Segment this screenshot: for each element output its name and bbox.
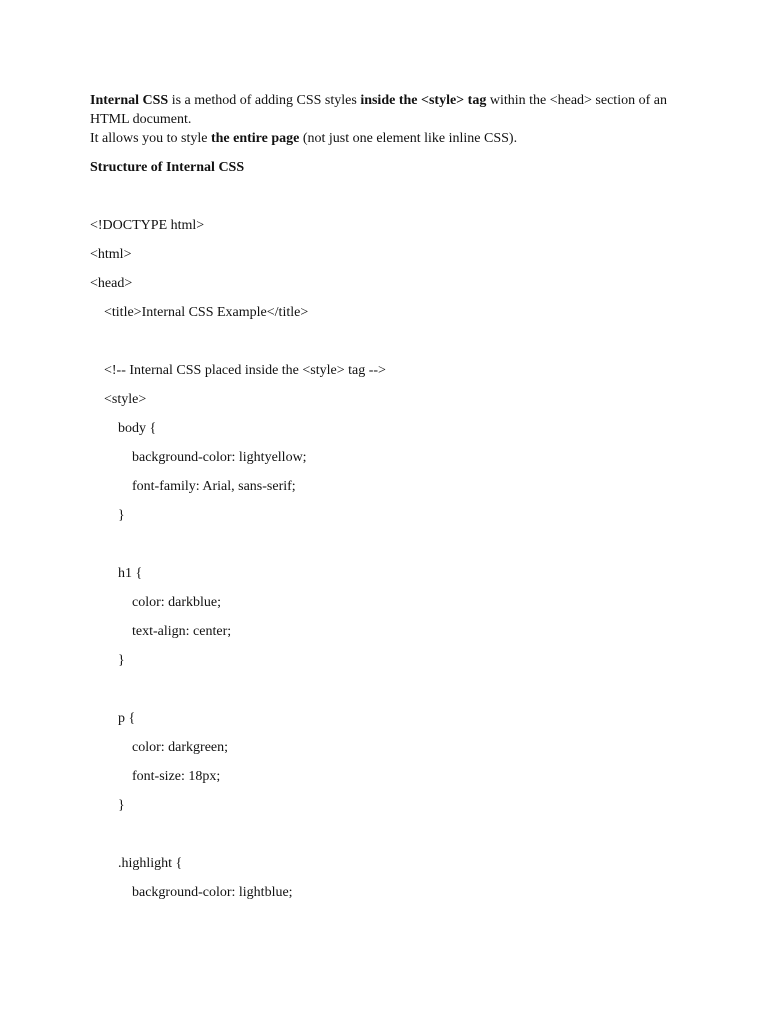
intro-text: (not just one element like inline CSS). bbox=[299, 131, 518, 146]
code-line: text-align: center; bbox=[132, 624, 232, 639]
intro-paragraph bbox=[90, 91, 690, 148]
code-line: } bbox=[118, 653, 125, 668]
code-line: p { bbox=[118, 711, 136, 726]
code-line: h1 { bbox=[118, 566, 143, 581]
intro-line-1 bbox=[90, 91, 690, 110]
code-line: color: darkgreen; bbox=[132, 740, 229, 755]
section-heading: Structure of Internal CSS bbox=[90, 160, 245, 175]
code-line: } bbox=[118, 508, 125, 523]
code-line: <title>Internal CSS Example</title> bbox=[104, 305, 309, 320]
code-line: <!DOCTYPE html> bbox=[90, 218, 205, 233]
code-line: body { bbox=[118, 421, 157, 436]
code-line: color: darkblue; bbox=[132, 595, 222, 610]
code-line: <head> bbox=[90, 276, 133, 291]
code-line: .highlight { bbox=[118, 856, 183, 871]
intro-text: is a method of adding CSS styles bbox=[168, 93, 361, 108]
intro-emphasis: inside the <style> tag bbox=[360, 93, 487, 108]
code-line: background-color: lightyellow; bbox=[132, 450, 307, 465]
intro-line-3 bbox=[90, 129, 690, 148]
intro-text: within the <head> section of an bbox=[486, 93, 667, 108]
code-line: } bbox=[118, 798, 125, 813]
intro-text: It allows you to style bbox=[90, 131, 211, 146]
intro-line-2: HTML document. bbox=[90, 112, 192, 127]
document-page bbox=[90, 91, 690, 900]
code-line: font-family: Arial, sans-serif; bbox=[132, 479, 296, 494]
code-line: font-size: 18px; bbox=[132, 769, 221, 784]
code-line: background-color: lightblue; bbox=[132, 885, 293, 900]
code-line: <!-- Internal CSS placed inside the <style> tag --> bbox=[104, 363, 386, 378]
code-line: <html> bbox=[90, 247, 132, 262]
code-line: <style> bbox=[104, 392, 147, 407]
intro-emphasis: the entire page bbox=[210, 131, 300, 146]
intro-term: Internal CSS bbox=[90, 93, 169, 108]
